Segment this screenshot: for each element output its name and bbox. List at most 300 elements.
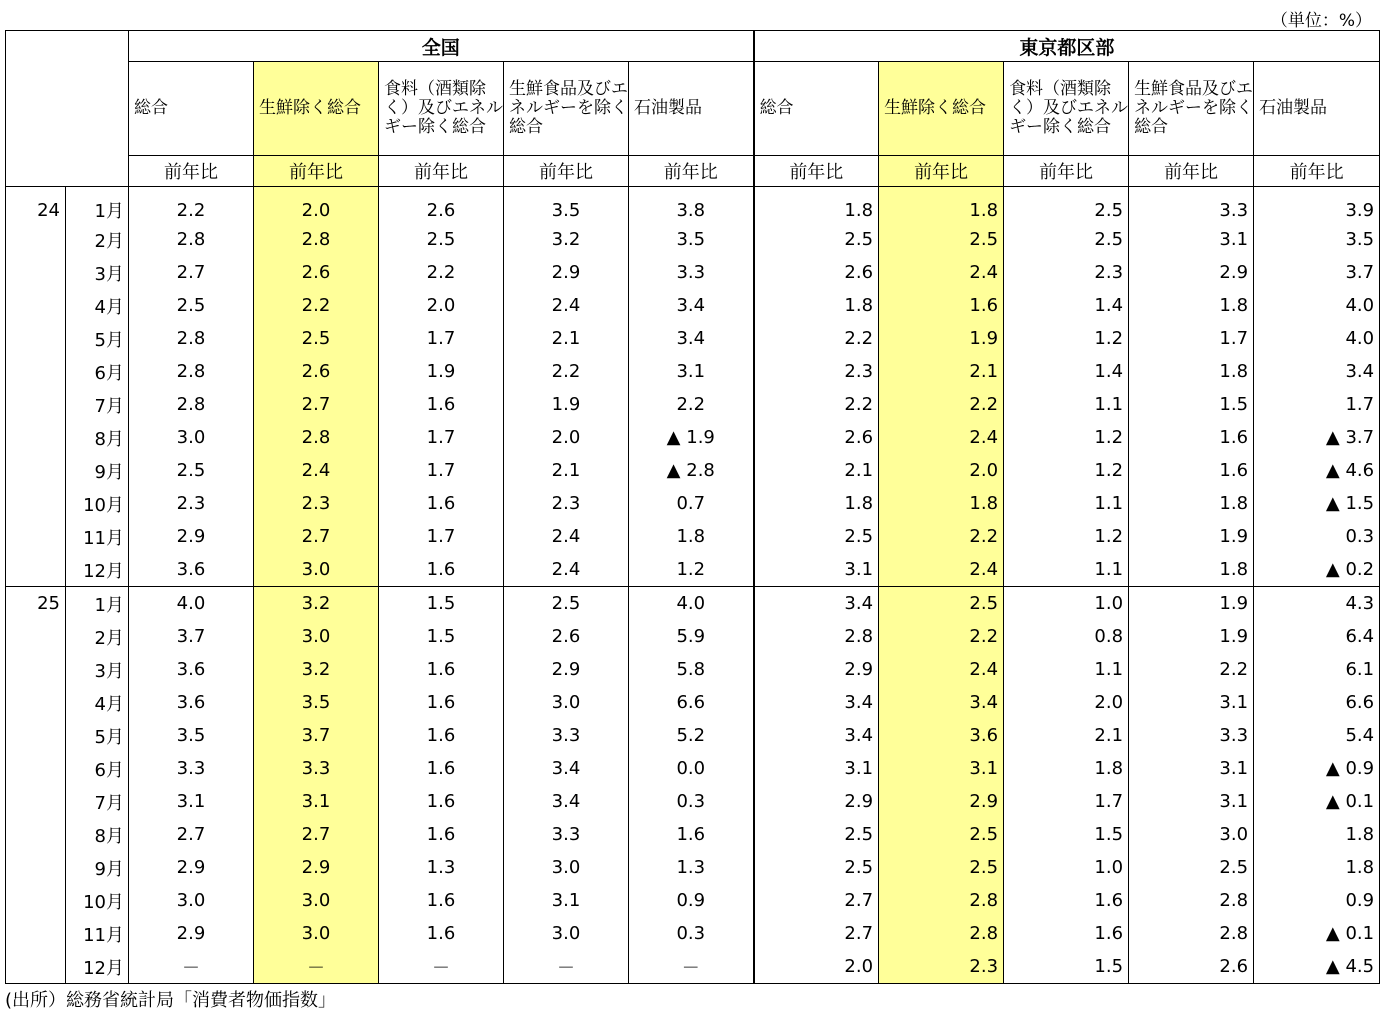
year-cell: [6, 223, 66, 256]
national-value: 2.9: [129, 917, 254, 950]
year-cell: [6, 950, 66, 984]
national-value: 3.6: [129, 686, 254, 719]
sub-header: 前年比: [629, 156, 754, 187]
tokyo-value: 3.5: [1254, 223, 1380, 256]
national-value: 1.3: [379, 851, 504, 884]
tokyo-value: 1.8: [754, 487, 879, 520]
national-value: －: [629, 950, 754, 984]
national-value: 0.3: [629, 917, 754, 950]
tokyo-value: 1.2: [1004, 421, 1129, 454]
table-row: [6, 818, 1380, 851]
tokyo-value: 1.8: [754, 187, 879, 224]
tokyo-value: 1.1: [1004, 553, 1129, 587]
national-value: 3.0: [504, 686, 629, 719]
tokyo-value: 3.4: [754, 587, 879, 621]
tokyo-value: 3.1: [1129, 785, 1254, 818]
tokyo-value: 2.6: [754, 421, 879, 454]
national-value: 2.5: [129, 289, 254, 322]
tokyo-value: 1.6: [1129, 421, 1254, 454]
year-cell: [6, 917, 66, 950]
national-value: 0.9: [629, 884, 754, 917]
tokyo-value: 1.6: [879, 289, 1004, 322]
national-value: 2.6: [254, 355, 379, 388]
national-value: 3.6: [129, 653, 254, 686]
month-cell: 10月: [66, 487, 129, 520]
national-value: 2.7: [129, 256, 254, 289]
tokyo-value: 2.9: [1129, 256, 1254, 289]
year-cell: [6, 686, 66, 719]
national-value: 1.6: [379, 719, 504, 752]
tokyo-value: 1.5: [1004, 818, 1129, 851]
tokyo-value: ▲ 0.1: [1254, 785, 1380, 818]
national-value: 2.9: [504, 653, 629, 686]
tokyo-value: 1.8: [879, 487, 1004, 520]
tokyo-value: 1.8: [879, 187, 1004, 224]
tokyo-value: 1.1: [1004, 487, 1129, 520]
tokyo-value: 1.6: [1004, 884, 1129, 917]
national-value: 1.6: [379, 917, 504, 950]
tokyo-value: 2.5: [879, 223, 1004, 256]
sub-header: 前年比: [254, 156, 379, 187]
national-value: 2.8: [254, 421, 379, 454]
tokyo-value: 1.6: [1129, 454, 1254, 487]
national-value: 2.8: [129, 355, 254, 388]
national-value: 3.1: [629, 355, 754, 388]
corner-cell: [6, 31, 129, 62]
month-cell: 12月: [66, 553, 129, 587]
sub-header: 前年比: [504, 156, 629, 187]
tokyo-value: ▲ 4.5: [1254, 950, 1380, 984]
national-value: 2.4: [504, 289, 629, 322]
national-value: 1.5: [379, 620, 504, 653]
national-value: 2.6: [504, 620, 629, 653]
national-value: －: [504, 950, 629, 984]
tokyo-value: 2.8: [1129, 917, 1254, 950]
col-header: 石油製品: [629, 62, 754, 156]
national-value: 1.6: [379, 388, 504, 421]
col-header: 生鮮除く総合: [879, 62, 1004, 156]
sub-header: 前年比: [879, 156, 1004, 187]
tokyo-value: 1.8: [1129, 487, 1254, 520]
national-value: 3.0: [254, 553, 379, 587]
national-value: －: [379, 950, 504, 984]
year-cell: 24: [6, 187, 66, 224]
national-value: 2.2: [504, 355, 629, 388]
tokyo-value: 1.8: [1129, 553, 1254, 587]
national-value: －: [129, 950, 254, 984]
month-cell: 11月: [66, 520, 129, 553]
tokyo-value: 2.0: [879, 454, 1004, 487]
table-row: [6, 553, 1380, 587]
tokyo-value: ▲ 1.5: [1254, 487, 1380, 520]
tokyo-value: 3.1: [1129, 752, 1254, 785]
tokyo-value: 2.2: [879, 520, 1004, 553]
table-row: [6, 322, 1380, 355]
year-cell: [6, 520, 66, 553]
national-value: 3.8: [629, 187, 754, 224]
tokyo-value: 3.1: [1129, 686, 1254, 719]
month-cell: 1月: [66, 187, 129, 224]
table-row: [6, 520, 1380, 553]
tokyo-value: 2.9: [754, 653, 879, 686]
tokyo-value: 2.5: [1004, 187, 1129, 224]
tokyo-value: 4.0: [1254, 289, 1380, 322]
tokyo-value: 3.4: [754, 719, 879, 752]
month-cell: 3月: [66, 256, 129, 289]
national-value: 1.6: [379, 785, 504, 818]
national-value: 1.6: [379, 884, 504, 917]
tokyo-value: 3.9: [1254, 187, 1380, 224]
tokyo-value: 1.8: [1004, 752, 1129, 785]
table-row: [6, 421, 1380, 454]
national-value: 3.7: [254, 719, 379, 752]
col-header: 食料（酒類除く）及びエネルギー除く総合: [1004, 62, 1129, 156]
national-value: 2.3: [504, 487, 629, 520]
national-value: 1.9: [504, 388, 629, 421]
tokyo-value: 2.2: [1129, 653, 1254, 686]
sub-header: 前年比: [379, 156, 504, 187]
national-value: 2.7: [254, 818, 379, 851]
tokyo-value: 5.4: [1254, 719, 1380, 752]
tokyo-value: 1.9: [879, 322, 1004, 355]
tokyo-value: 4.3: [1254, 587, 1380, 621]
national-value: 3.1: [504, 884, 629, 917]
national-value: 1.5: [379, 587, 504, 621]
national-value: 3.3: [254, 752, 379, 785]
national-value: 2.8: [129, 388, 254, 421]
year-cell: 25: [6, 587, 66, 621]
national-value: 1.6: [379, 686, 504, 719]
national-value: ▲ 2.8: [629, 454, 754, 487]
national-value: 2.5: [379, 223, 504, 256]
year-cell: [6, 487, 66, 520]
table-row: [6, 719, 1380, 752]
sub-header: 前年比: [1004, 156, 1129, 187]
tokyo-value: 2.3: [1004, 256, 1129, 289]
national-value: 4.0: [129, 587, 254, 621]
month-cell: 6月: [66, 355, 129, 388]
tokyo-value: 1.7: [1129, 322, 1254, 355]
tokyo-value: 2.3: [879, 950, 1004, 984]
tokyo-value: 2.4: [879, 421, 1004, 454]
tokyo-value: 3.1: [879, 752, 1004, 785]
tokyo-value: 2.5: [879, 851, 1004, 884]
col-header: 石油製品: [1254, 62, 1380, 156]
national-value: 4.0: [629, 587, 754, 621]
national-value: 2.8: [254, 223, 379, 256]
national-value: 3.7: [129, 620, 254, 653]
national-value: 3.0: [129, 421, 254, 454]
year-cell: [6, 719, 66, 752]
tokyo-value: 2.7: [754, 884, 879, 917]
month-cell: 9月: [66, 454, 129, 487]
tokyo-value: 2.2: [754, 388, 879, 421]
national-value: 2.9: [129, 851, 254, 884]
tokyo-value: 2.5: [1004, 223, 1129, 256]
tokyo-value: 1.2: [1004, 454, 1129, 487]
region-header-tokyo: 東京都区部: [754, 31, 1380, 62]
tokyo-value: 2.5: [879, 587, 1004, 621]
national-value: 2.3: [129, 487, 254, 520]
month-cell: 2月: [66, 620, 129, 653]
tokyo-value: 1.6: [1004, 917, 1129, 950]
national-value: 2.2: [254, 289, 379, 322]
national-value: 2.5: [129, 454, 254, 487]
national-value: －: [254, 950, 379, 984]
tokyo-value: 2.2: [879, 620, 1004, 653]
tokyo-value: 4.0: [1254, 322, 1380, 355]
month-cell: 5月: [66, 719, 129, 752]
national-value: 2.0: [504, 421, 629, 454]
national-value: 2.2: [129, 187, 254, 224]
national-value: 5.2: [629, 719, 754, 752]
sub-header: 前年比: [1129, 156, 1254, 187]
sub-header: 前年比: [1254, 156, 1380, 187]
national-value: 3.3: [504, 818, 629, 851]
national-value: 0.0: [629, 752, 754, 785]
national-value: 3.3: [504, 719, 629, 752]
tokyo-value: 2.2: [754, 322, 879, 355]
tokyo-value: 1.8: [1254, 818, 1380, 851]
national-value: 1.9: [379, 355, 504, 388]
col-header: 総合: [754, 62, 879, 156]
national-value: 1.3: [629, 851, 754, 884]
tokyo-value: 3.1: [754, 752, 879, 785]
month-cell: 4月: [66, 289, 129, 322]
tokyo-value: 2.5: [754, 818, 879, 851]
tokyo-value: 3.4: [1254, 355, 1380, 388]
tokyo-value: 1.0: [1004, 587, 1129, 621]
tokyo-value: 2.0: [754, 950, 879, 984]
table-row: [6, 454, 1380, 487]
tokyo-value: 2.8: [1129, 884, 1254, 917]
tokyo-value: 0.3: [1254, 520, 1380, 553]
tokyo-value: 3.1: [1129, 223, 1254, 256]
tokyo-value: 3.1: [754, 553, 879, 587]
national-value: 3.2: [254, 653, 379, 686]
month-cell: 6月: [66, 752, 129, 785]
national-value: 2.4: [254, 454, 379, 487]
table-row: [6, 686, 1380, 719]
table-row: [6, 289, 1380, 322]
tokyo-value: 2.7: [754, 917, 879, 950]
tokyo-value: 1.0: [1004, 851, 1129, 884]
national-value: 1.6: [379, 653, 504, 686]
year-cell: [6, 355, 66, 388]
month-cell: 11月: [66, 917, 129, 950]
national-value: 2.9: [129, 520, 254, 553]
national-value: 3.0: [504, 917, 629, 950]
month-cell: 10月: [66, 884, 129, 917]
tokyo-value: 1.9: [1129, 620, 1254, 653]
tokyo-value: 0.9: [1254, 884, 1380, 917]
national-value: 6.6: [629, 686, 754, 719]
national-value: 3.0: [254, 620, 379, 653]
table-row: [6, 884, 1380, 917]
national-value: 2.9: [254, 851, 379, 884]
national-value: 3.6: [129, 553, 254, 587]
corner-cell: [6, 156, 129, 187]
region-header-national: 全国: [129, 31, 754, 62]
tokyo-value: 2.5: [754, 520, 879, 553]
national-value: 1.8: [629, 520, 754, 553]
national-value: 0.7: [629, 487, 754, 520]
year-cell: [6, 553, 66, 587]
tokyo-value: 1.8: [1254, 851, 1380, 884]
national-value: 2.2: [379, 256, 504, 289]
national-value: 3.0: [254, 917, 379, 950]
national-value: 2.7: [254, 388, 379, 421]
national-value: 5.9: [629, 620, 754, 653]
national-value: 3.3: [129, 752, 254, 785]
tokyo-value: 1.1: [1004, 388, 1129, 421]
table-row: [6, 653, 1380, 686]
year-cell: [6, 653, 66, 686]
tokyo-value: 1.8: [1129, 289, 1254, 322]
col-header: 生鮮除く総合: [254, 62, 379, 156]
table-row: [6, 851, 1380, 884]
year-cell: [6, 752, 66, 785]
national-value: 3.5: [254, 686, 379, 719]
tokyo-value: 3.6: [879, 719, 1004, 752]
month-cell: 1月: [66, 587, 129, 621]
tokyo-value: 2.5: [754, 223, 879, 256]
tokyo-value: 1.7: [1254, 388, 1380, 421]
tokyo-value: 3.4: [754, 686, 879, 719]
national-value: 2.0: [379, 289, 504, 322]
tokyo-value: 2.2: [879, 388, 1004, 421]
tokyo-value: 1.7: [1004, 785, 1129, 818]
national-value: 3.2: [504, 223, 629, 256]
tokyo-value: 2.8: [879, 917, 1004, 950]
national-value: 3.1: [129, 785, 254, 818]
table-row: [6, 487, 1380, 520]
col-header: 生鮮食品及びエネルギーを除く総合: [1129, 62, 1254, 156]
tokyo-value: 2.6: [1129, 950, 1254, 984]
year-cell: [6, 818, 66, 851]
tokyo-value: 1.9: [1129, 520, 1254, 553]
tokyo-value: 1.5: [1004, 950, 1129, 984]
month-cell: 7月: [66, 785, 129, 818]
national-value: 3.4: [504, 785, 629, 818]
tokyo-value: 0.8: [1004, 620, 1129, 653]
tokyo-value: ▲ 0.9: [1254, 752, 1380, 785]
table-row: [6, 388, 1380, 421]
national-value: 3.0: [504, 851, 629, 884]
tokyo-value: 3.3: [1129, 719, 1254, 752]
national-value: 3.0: [129, 884, 254, 917]
national-value: 3.4: [629, 322, 754, 355]
tokyo-value: 1.8: [754, 289, 879, 322]
national-value: 3.5: [629, 223, 754, 256]
month-cell: 5月: [66, 322, 129, 355]
table-row: [6, 587, 1380, 621]
table-row: [6, 785, 1380, 818]
national-value: 2.5: [504, 587, 629, 621]
tokyo-value: 6.1: [1254, 653, 1380, 686]
national-value: 1.6: [379, 487, 504, 520]
year-cell: [6, 884, 66, 917]
table-row: [6, 950, 1380, 984]
table-row: [6, 187, 1380, 224]
year-cell: [6, 322, 66, 355]
national-value: 5.8: [629, 653, 754, 686]
national-value: 3.2: [254, 587, 379, 621]
national-value: 2.7: [129, 818, 254, 851]
tokyo-value: ▲ 0.2: [1254, 553, 1380, 587]
tokyo-value: 6.4: [1254, 620, 1380, 653]
year-cell: [6, 620, 66, 653]
month-cell: 8月: [66, 818, 129, 851]
tokyo-value: 2.9: [879, 785, 1004, 818]
tokyo-value: ▲ 3.7: [1254, 421, 1380, 454]
month-cell: 12月: [66, 950, 129, 984]
national-value: 1.7: [379, 322, 504, 355]
tokyo-value: 2.4: [879, 553, 1004, 587]
year-cell: [6, 851, 66, 884]
tokyo-value: 2.5: [754, 851, 879, 884]
table-row: [6, 355, 1380, 388]
tokyo-value: 2.3: [754, 355, 879, 388]
national-value: 2.6: [379, 187, 504, 224]
cpi-table: [5, 30, 1380, 984]
tokyo-value: 1.2: [1004, 322, 1129, 355]
national-value: 2.8: [129, 322, 254, 355]
national-value: 3.1: [254, 785, 379, 818]
national-value: 2.1: [504, 454, 629, 487]
national-value: 3.5: [504, 187, 629, 224]
national-value: 1.6: [379, 752, 504, 785]
tokyo-value: 1.4: [1004, 355, 1129, 388]
tokyo-value: 3.3: [1129, 187, 1254, 224]
tokyo-value: 2.4: [879, 653, 1004, 686]
col-header: 総合: [129, 62, 254, 156]
table-row: [6, 256, 1380, 289]
corner-cell: [6, 62, 129, 156]
tokyo-value: 2.9: [754, 785, 879, 818]
tokyo-value: 2.0: [1004, 686, 1129, 719]
month-cell: 8月: [66, 421, 129, 454]
month-cell: 9月: [66, 851, 129, 884]
table-row: [6, 223, 1380, 256]
sub-header: 前年比: [754, 156, 879, 187]
year-cell: [6, 289, 66, 322]
table-body: [6, 187, 1380, 984]
sub-header: 前年比: [129, 156, 254, 187]
national-value: 2.4: [504, 553, 629, 587]
tokyo-value: 2.5: [879, 818, 1004, 851]
year-cell: [6, 388, 66, 421]
national-value: 2.3: [254, 487, 379, 520]
national-value: 3.0: [254, 884, 379, 917]
tokyo-value: 2.8: [879, 884, 1004, 917]
national-value: 2.8: [129, 223, 254, 256]
month-cell: 7月: [66, 388, 129, 421]
national-value: 2.2: [629, 388, 754, 421]
national-value: 1.2: [629, 553, 754, 587]
national-value: 2.9: [504, 256, 629, 289]
month-cell: 4月: [66, 686, 129, 719]
national-value: 2.1: [504, 322, 629, 355]
tokyo-value: 1.1: [1004, 653, 1129, 686]
national-value: 1.6: [379, 553, 504, 587]
national-value: 2.7: [254, 520, 379, 553]
tokyo-value: 1.4: [1004, 289, 1129, 322]
col-header: 食料（酒類除く）及びエネルギー除く総合: [379, 62, 504, 156]
table-row: [6, 620, 1380, 653]
national-value: ▲ 1.9: [629, 421, 754, 454]
tokyo-value: 2.5: [1129, 851, 1254, 884]
